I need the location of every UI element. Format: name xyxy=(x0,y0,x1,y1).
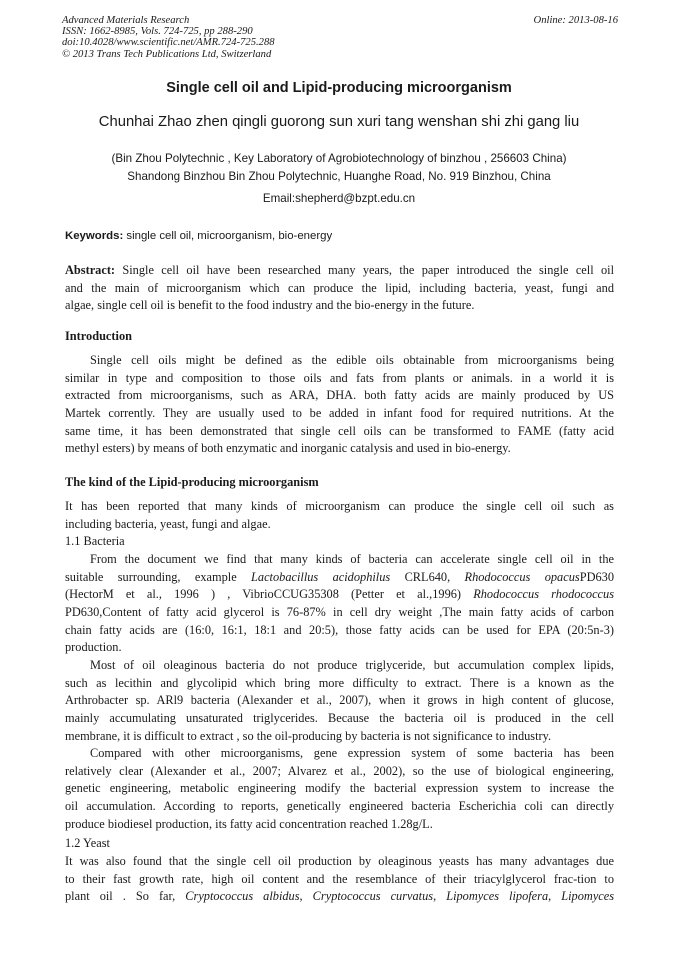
paragraph-line: membrane, it is difficult to extract , so the oil-producing by bacteria is not significance to industry. xyxy=(65,728,552,743)
journal-name: Advanced Materials Research xyxy=(62,15,190,26)
yeast-paragraph xyxy=(65,853,614,906)
paragraph-line: It has been reported that many kinds of microorganism can produce the single cell oil such as xyxy=(65,499,614,513)
abstract xyxy=(65,262,614,315)
text-run: PD630 xyxy=(579,569,614,584)
paragraph-line: Martek corrently. They are usually used to be added in infant food for required nutritions. At the xyxy=(65,406,614,421)
heading-kind-of-microorganism: The kind of the Lipid-producing microorganism xyxy=(65,475,319,489)
paragraph-line: methyl esters) by means of both enzymatic and inorganic catalysis and used in bio-energy. xyxy=(65,441,511,456)
paragraph-line: similar in type and composition to those oils and fats from plants or animals. in a world it is xyxy=(65,370,614,385)
species-name: Lactobacillus acidophilus xyxy=(251,569,391,584)
text-run: (HectorM et al., 1996 ) , VibrioCCUG35308 (Petter et al.,1996) xyxy=(65,587,474,602)
doi-line: doi:10.4028/www.scientific.net/AMR.724-725.288 xyxy=(62,37,275,49)
keywords-text: single cell oil, microorganism, bio-energy xyxy=(123,230,333,242)
paragraph-line xyxy=(65,586,614,604)
species-name: Cryptococcus albidus xyxy=(185,889,300,904)
subheading-yeast: 1.2 Yeast xyxy=(65,836,110,850)
paragraph-line: to their fast growth rate, high oil content and the resemblance of their triacylglycerol frac-tion to xyxy=(65,871,614,886)
paper-title: Single cell oil and Lipid-producing microorganism xyxy=(166,80,512,96)
bacteria-paragraph-2 xyxy=(65,657,614,745)
issn-line: ISSN: 1662-8985, Vols. 724-725, pp 288-290 xyxy=(62,26,253,38)
introduction-paragraph xyxy=(65,352,614,458)
author-list: Chunhai Zhao zhen qingli guorong sun xuri tang wenshan shi zhi gang liu xyxy=(98,114,580,130)
affiliation-line-2: Shandong Binzhou Bin Zhou Polytechnic, Huanghe Road, No. 919 Binzhou, China xyxy=(127,170,551,183)
paragraph-line xyxy=(65,888,614,906)
species-name: Rhodococcus rhodococcus xyxy=(473,587,615,602)
text-run: , xyxy=(299,889,313,904)
paragraph-line: chain fatty acids are (16:0, 16:1, 18:1 and 20:5), those fatty acids can be used for EPA (20:5n-3) xyxy=(65,622,614,637)
text-run: suitable surrounding, example xyxy=(65,569,252,584)
online-date: Online: 2013-08-16 xyxy=(533,15,618,26)
paragraph-line: From the document we find that many kinds of bacteria can accelerate single cell oil in the xyxy=(90,552,614,566)
species-name: Cryptococcus curvatus xyxy=(312,889,434,904)
heading-introduction: Introduction xyxy=(65,329,132,343)
abstract-line: and the main of microorganism which can produce the lipid, including bacteria, yeast, fungi and xyxy=(65,280,614,295)
bacteria-paragraph-3 xyxy=(65,745,614,833)
text-run: plant oil . So far, xyxy=(65,889,186,904)
abstract-line: algae, single cell oil is benefit to the food industry and the bio-energy in the future. xyxy=(65,298,475,313)
affiliation-line-1: (Bin Zhou Polytechnic , Key Laboratory of Agrobiotechnology of binzhou , 256603 China) xyxy=(111,152,567,165)
paragraph-line: genetic engineering, metabolic engineering modify the bacterial expression system to increase the xyxy=(65,781,614,796)
text-run: , xyxy=(433,889,447,904)
keywords-label: Keywords: xyxy=(65,230,124,242)
paragraph-line: produce biodiesel production, its fatty acid concentration reached 1.28g/L. xyxy=(65,816,433,831)
abstract-label: Abstract: xyxy=(65,263,116,277)
abstract-line xyxy=(65,262,614,280)
abstract-text: Single cell oil have been researched many years, the paper introduced the single cell oil xyxy=(115,263,614,277)
paragraph-line: Most of oil oleaginous bacteria do not produce triglyceride, but accumulation complex lipids, xyxy=(90,658,614,672)
paragraph-line: including bacteria, yeast, fungi and algae. xyxy=(65,516,271,531)
species-name: Rhodococcus opacus xyxy=(464,569,580,584)
species-name: Lipomyces xyxy=(561,889,615,904)
paragraph-line: Single cell oils might be defined as the edible oils obtainable from microorganisms being xyxy=(90,353,614,367)
journal-header xyxy=(62,15,618,60)
paragraph-line: relatively clear (Alexander et al., 2007; Alvarez et al., 2002), so the use of biological engineering, xyxy=(65,763,614,778)
affiliation xyxy=(0,150,678,186)
paragraph-line: oil accumulation. According to reports, genetically engineered bacteria Escherichia coli can directly xyxy=(65,799,614,814)
text-run: CRL640, xyxy=(390,569,465,584)
paragraph-line: such as lecithin and glycolipid which bring more difficulty to extract. There is a known as the xyxy=(65,675,614,690)
paragraph-line: Arthrobacter sp. ARl9 bacteria (Alexander et al., 2007), when it grows in high content of glucose, xyxy=(65,693,614,708)
paragraph-line xyxy=(65,569,614,587)
copyright-line: © 2013 Trans Tech Publications Ltd, Switzerland xyxy=(62,48,272,60)
subheading-bacteria: 1.1 Bacteria xyxy=(65,534,125,548)
text-run: , xyxy=(548,889,562,904)
paragraph-line: mainly accumulating unsaturated triglycerides. Because the bacteria oil is produced in the cell xyxy=(65,711,614,726)
paragraph-line: extracted from microorganisms, such as ARA, DHA. both fatty acids are mainly produced by US xyxy=(65,388,614,403)
kind-paragraph xyxy=(65,498,614,533)
paragraph-line: same time, it has been demonstrated that single cell oils can be transformed to FAME (fatty acid xyxy=(65,423,614,438)
paragraph-line: PD630,Content of fatty acid glycerol is 76-87% in cell dry weight ,The main fatty acids of carbon xyxy=(65,605,614,620)
bacteria-paragraph-1 xyxy=(65,551,614,657)
paragraph-line: Compared with other microorganisms, gene expression system of some bacteria has been xyxy=(90,746,614,760)
paragraph-line: production. xyxy=(65,640,122,655)
paragraph-line: It was also found that the single cell oil production by oleaginous yeasts has many advantages due xyxy=(65,854,614,868)
species-name: Lipomyces lipofera xyxy=(446,889,549,904)
keywords xyxy=(65,230,615,242)
contact-email: Email:shepherd@bzpt.edu.cn xyxy=(262,192,416,205)
